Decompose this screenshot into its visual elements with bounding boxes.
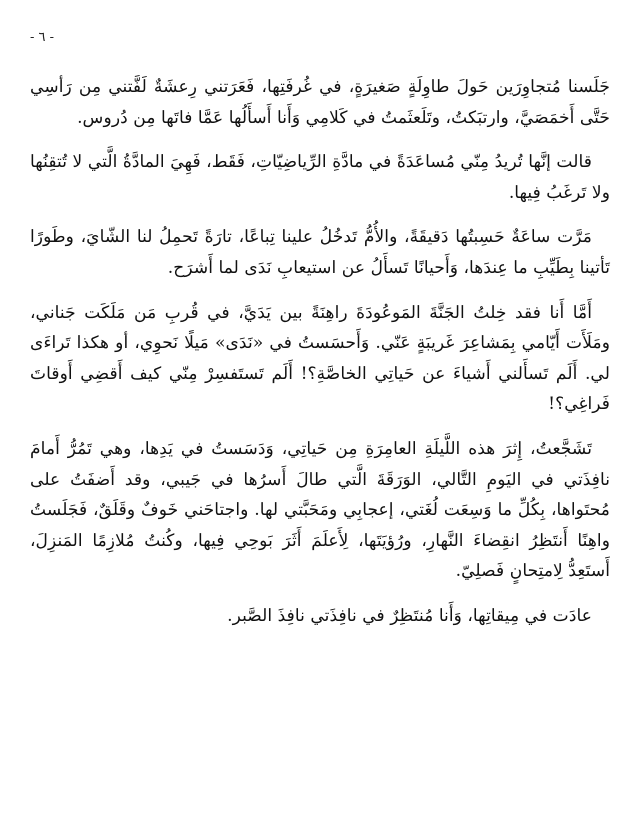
paragraph-6: عادَت في مِيقاتِها، وَأَنا مُنتَظِرٌ في نافِذَتي نافِذَ الصَّبر. bbox=[227, 605, 592, 626]
paragraph-3: مَرَّت ساعَةٌ حَسِبتُها دَقيقَةً، والأُمُّ تَدخُلُ علينا تِباعًا، تارَةً تَحمِلُ لنا الشّايَ، وطَورًا تَأتينا بِطَيِّبِ ما عِندَها، وَأَحيانًا تَسأَلُ عن استيعابِ نَدَى لما أَشرَح. bbox=[30, 227, 610, 278]
paragraph-5: تَشَجَّعتُ، إِثرَ هذه اللَّيلَةِ العامِرَةِ مِن حَياتِي، وَدَسَستُ في يَدِها، وهي تَمُرُّ أَمامَ نافِذَتي في اليَومِ التَّالي، الوَرَقَةَ الَّتي طالَ أَسرُها في جَيبي، وقد أَضفَتُ على مُحتَواها، بِكُلِّ ما وَسِعَت لُغَتي، إعجابِي ومَحَبَّتي لها. واجتاحَني خَوفٌ وقَلَقٌ، فَجَلَستُ واهِنًا أَنتَظِرُ انقِضاءَ النَّهارِ، ورُؤيَتَها، لِأَعلَمَ أَثَرَ بَوحِي فِيها، وكُنتُ مُلازِمًا المَنزِلَ، أَستَعِدُّ لِامتِحانٍ فَصلِيّ. bbox=[30, 438, 610, 582]
paragraph-4: أَمَّا أَنا فقد خِلتُ الجَنَّةَ المَوعُودَةَ راهِنَةً بين يَدَيَّ، في قُربِ مَن مَلَكَت جَناني، ومَلَأَت أَيّامي بِمَشاعِرَ غَريبَةٍ عَنّي. وَأَحسَستُ في «نَدَى» مَيلًا نَحوِي، أو هكذا تَراءَى لي. أَلَم تَسأَلني أَشياءَ عن حَياتِي الخاصَّةِ؟! أَلَم تَستَفسِرْ مِنّي كيف أَقضِي أَوقاتَ فَراغِي؟! bbox=[30, 302, 610, 415]
page-number: - ٦ - bbox=[30, 30, 55, 45]
body-text bbox=[30, 72, 610, 646]
paragraph-2: قالت إنَّها تُريدُ مِنّي مُساعَدَةً في مادَّةِ الرِّياضِيّاتِ، فَقَط، فَهِيَ المادَّةُ الَّتي لا تُتقِنُها ولا تَرغَبُ فِيها. bbox=[30, 152, 610, 203]
paragraph-1: جَلَسنا مُتجاوِرَين حَولَ طاوِلَةٍ صَغيرَةٍ، في غُرفَتِها، فَعَرَتني رِعشَةٌ لَفَّتني مِن رَأسِي حَتَّى أَخمَصَيَّ، وارتبَكتُ، وتَلَعثَمتُ في كَلامِي وَأَنا أَسأَلُها عَمَّا فاتَها مِن دُروس. bbox=[30, 77, 610, 128]
